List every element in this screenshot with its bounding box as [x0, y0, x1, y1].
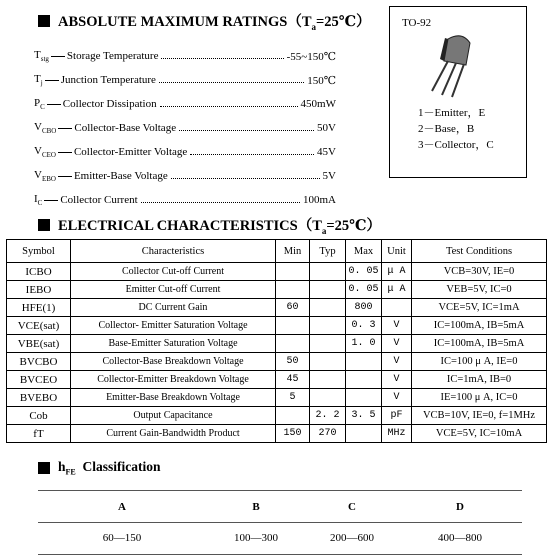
cell-sym: BVCEO: [7, 371, 71, 389]
rating-description: Storage Temperature: [66, 50, 159, 62]
cell-min: [276, 407, 310, 425]
rating-description: Collector Current: [60, 194, 138, 206]
cell-sym: BVEBO: [7, 389, 71, 407]
square-bullet-icon: [38, 219, 50, 231]
cell-char: Base-Emitter Saturation Voltage: [71, 335, 276, 353]
rating-value: 5V: [322, 170, 336, 182]
cell-min: 45: [276, 371, 310, 389]
rating-symbol-sub: C: [37, 199, 43, 208]
rating-symbol: [34, 145, 56, 159]
hfe-symbol: h: [58, 459, 66, 474]
dash-separator: [47, 104, 61, 105]
square-bullet-icon: [38, 15, 50, 27]
cell-typ: [310, 389, 346, 407]
table-row: [7, 263, 547, 281]
table-row: [7, 389, 547, 407]
cell-max: 0. 05: [346, 263, 382, 281]
cell-cond: IC=1mA, IB=0: [412, 371, 547, 389]
heading-cond: （T: [287, 14, 312, 30]
cell-typ: [310, 371, 346, 389]
rating-row: [34, 44, 336, 68]
rating-symbol: [34, 97, 45, 111]
ratings-list: [34, 44, 336, 212]
cell-unit: V: [382, 317, 412, 335]
hfe-top-rule: [38, 490, 522, 491]
heading-cond: （T: [297, 218, 322, 234]
cell-typ: [310, 353, 346, 371]
cell-char: DC Current Gain: [71, 299, 276, 317]
cell-max: 1. 0: [346, 335, 382, 353]
dash-separator: [58, 176, 72, 177]
hfe-range-value: 400—800: [438, 532, 482, 544]
heading-text: ELECTRICAL CHARACTERISTICS: [58, 218, 298, 234]
table-row: [7, 335, 547, 353]
dash-separator: [51, 56, 65, 57]
cell-char: Collector-Emitter Breakdown Voltage: [71, 371, 276, 389]
heading-end: =25℃）: [326, 218, 382, 234]
cell-sym: Cob: [7, 407, 71, 425]
rating-symbol: [34, 169, 56, 183]
rating-description: Emitter-Base Voltage: [73, 170, 168, 182]
rating-value: 45V: [317, 146, 336, 158]
cell-max: 0. 05: [346, 281, 382, 299]
heading-sub: a: [321, 225, 327, 236]
hfe-bottom-rule: [38, 554, 522, 555]
cell-sym: ICBO: [7, 263, 71, 281]
hfe-class-label: B: [252, 501, 260, 513]
cell-min: 60: [276, 299, 310, 317]
header-symbol: Symbol: [7, 240, 71, 263]
cell-min: 50: [276, 353, 310, 371]
cell-max: 3. 5: [346, 407, 382, 425]
rating-row: [34, 68, 336, 92]
table-row: [7, 371, 547, 389]
hfe-class-row: [38, 501, 522, 513]
cell-min: [276, 263, 310, 281]
rating-symbol-sub: j: [40, 79, 43, 88]
square-bullet-icon: [38, 462, 50, 474]
rating-symbol-main: V: [34, 120, 42, 133]
rating-row: [34, 140, 336, 164]
rating-symbol-main: I: [34, 192, 38, 205]
cell-typ: [310, 263, 346, 281]
to92-package-icon: [418, 31, 498, 101]
cell-cond: IC=100mA, IB=5mA: [412, 317, 547, 335]
cell-cond: VCE=5V, IC=1mA: [412, 299, 547, 317]
rating-symbol-main: V: [34, 168, 42, 181]
cell-typ: [310, 281, 346, 299]
cell-typ: [310, 299, 346, 317]
table-row: [7, 299, 547, 317]
dotted-leader: [179, 130, 314, 131]
cell-max: [346, 353, 382, 371]
pin-3-label: 3－Collector，C: [418, 139, 494, 151]
rating-symbol: [34, 193, 42, 207]
table-row: [7, 425, 547, 443]
heading-text: ABSOLUTE MAXIMUM RATINGS: [58, 14, 288, 30]
cell-unit: V: [382, 335, 412, 353]
rating-symbol-main: T: [34, 72, 41, 85]
cell-sym: VCE(sat): [7, 317, 71, 335]
rating-symbol: [34, 121, 56, 135]
cell-cond: VCB=30V, IE=0: [412, 263, 547, 281]
rating-symbol-sub: CBO: [41, 127, 57, 136]
rating-value: 450mW: [300, 98, 336, 110]
cell-typ: 270: [310, 425, 346, 443]
hfe-subscript: FE: [65, 467, 76, 477]
cell-sym: HFE(1): [7, 299, 71, 317]
cell-char: Collector Cut-off Current: [71, 263, 276, 281]
cell-sym: IEBO: [7, 281, 71, 299]
cell-unit: V: [382, 353, 412, 371]
cell-typ: [310, 317, 346, 335]
cell-max: 800: [346, 299, 382, 317]
rating-description: Collector Dissipation: [62, 98, 157, 110]
cell-max: [346, 371, 382, 389]
dotted-leader: [190, 154, 314, 155]
rating-symbol: [34, 73, 43, 87]
cell-sym: fT: [7, 425, 71, 443]
dash-separator: [58, 152, 72, 153]
hfe-class-label: A: [118, 501, 126, 513]
absolute-max-ratings-heading: [38, 10, 371, 32]
rating-symbol-sub: EBO: [41, 175, 56, 184]
cell-cond: IC=100 μ A, IE=0: [412, 353, 547, 371]
package-box: [389, 6, 527, 178]
pin-list: [418, 105, 494, 153]
heading-end: =25℃）: [316, 14, 371, 30]
rating-symbol-sub: stg: [40, 55, 49, 64]
cell-min: [276, 317, 310, 335]
cell-cond: IC=100mA, IB=5mA: [412, 335, 547, 353]
dash-separator: [45, 80, 59, 81]
cell-unit: [382, 299, 412, 317]
pin-2-label: 2－Base，B: [418, 123, 475, 135]
rating-symbol-main: P: [34, 96, 41, 109]
cell-cond: VCE=5V, IC=10mA: [412, 425, 547, 443]
cell-min: 5: [276, 389, 310, 407]
table-row: [7, 353, 547, 371]
header-typ: Typ: [310, 240, 346, 263]
cell-max: 0. 3: [346, 317, 382, 335]
rating-value: -55~150℃: [286, 50, 336, 63]
rating-description: Collector-Base Voltage: [74, 122, 177, 134]
header-characteristics: Characteristics: [71, 240, 276, 263]
cell-char: Emitter-Base Breakdown Voltage: [71, 389, 276, 407]
dash-separator: [44, 200, 58, 201]
cell-max: [346, 389, 382, 407]
header-unit: Unit: [382, 240, 412, 263]
cell-cond: IE=100 μ A, IC=0: [412, 389, 547, 407]
cell-unit: μ A: [382, 281, 412, 299]
cell-min: 150: [276, 425, 310, 443]
rating-symbol-sub: C: [40, 103, 45, 112]
hfe-class-label: C: [348, 501, 356, 513]
cell-sym: VBE(sat): [7, 335, 71, 353]
cell-cond: VCB=10V, IE=0, f=1MHz: [412, 407, 547, 425]
rating-symbol-main: V: [34, 144, 42, 157]
cell-max: [346, 425, 382, 443]
cell-char: Current Gain-Bandwidth Product: [71, 425, 276, 443]
hfe-range-value: 200—600: [330, 532, 374, 544]
pin-1-label: 1－Emitter，E: [418, 107, 486, 119]
dash-separator: [58, 128, 72, 129]
dotted-leader: [161, 58, 283, 59]
cell-unit: pF: [382, 407, 412, 425]
rating-value: 100mA: [303, 194, 336, 206]
header-max: Max: [346, 240, 382, 263]
cell-char: Output Capacitance: [71, 407, 276, 425]
hfe-classification-heading: [38, 459, 161, 477]
rating-row: [34, 164, 336, 188]
header-test-conditions: Test Conditions: [412, 240, 547, 263]
cell-unit: V: [382, 371, 412, 389]
hfe-range-row: [38, 532, 522, 544]
table-row: [7, 407, 547, 425]
dotted-leader: [171, 178, 320, 179]
table-row: [7, 281, 547, 299]
electrical-characteristics-table: [6, 239, 547, 443]
cell-char: Collector- Emitter Saturation Voltage: [71, 317, 276, 335]
table-header-row: [7, 240, 547, 263]
cell-char: Emitter Cut-off Current: [71, 281, 276, 299]
cell-unit: V: [382, 389, 412, 407]
cell-typ: [310, 335, 346, 353]
cell-typ: 2. 2: [310, 407, 346, 425]
cell-char: Collector-Base Breakdown Voltage: [71, 353, 276, 371]
electrical-characteristics-heading: [38, 214, 381, 236]
dotted-leader: [160, 106, 298, 107]
dotted-leader: [141, 202, 300, 203]
cell-sym: BVCBO: [7, 353, 71, 371]
rating-symbol: [34, 49, 49, 63]
hfe-class-label: D: [456, 501, 464, 513]
cell-min: [276, 281, 310, 299]
table-row: [7, 317, 547, 335]
rating-description: Junction Temperature: [60, 74, 156, 86]
rating-symbol-sub: CEO: [41, 151, 56, 160]
cell-unit: MHz: [382, 425, 412, 443]
cell-unit: μ A: [382, 263, 412, 281]
rating-value: 150℃: [307, 74, 336, 87]
dotted-leader: [159, 82, 304, 83]
rating-value: 50V: [317, 122, 336, 134]
cell-cond: VEB=5V, IC=0: [412, 281, 547, 299]
rating-row: [34, 188, 336, 212]
rating-symbol-main: T: [34, 48, 41, 61]
cell-min: [276, 335, 310, 353]
hfe-middle-rule: [38, 522, 522, 523]
hfe-range-value: 100—300: [234, 532, 278, 544]
rating-row: [34, 92, 336, 116]
hfe-title-text: Classification: [82, 459, 161, 474]
hfe-range-value: 60—150: [102, 532, 142, 544]
rating-row: [34, 116, 336, 140]
rating-description: Collector-Emitter Voltage: [73, 146, 188, 158]
header-min: Min: [276, 240, 310, 263]
heading-sub: a: [311, 21, 317, 32]
package-title: TO-92: [402, 17, 432, 29]
